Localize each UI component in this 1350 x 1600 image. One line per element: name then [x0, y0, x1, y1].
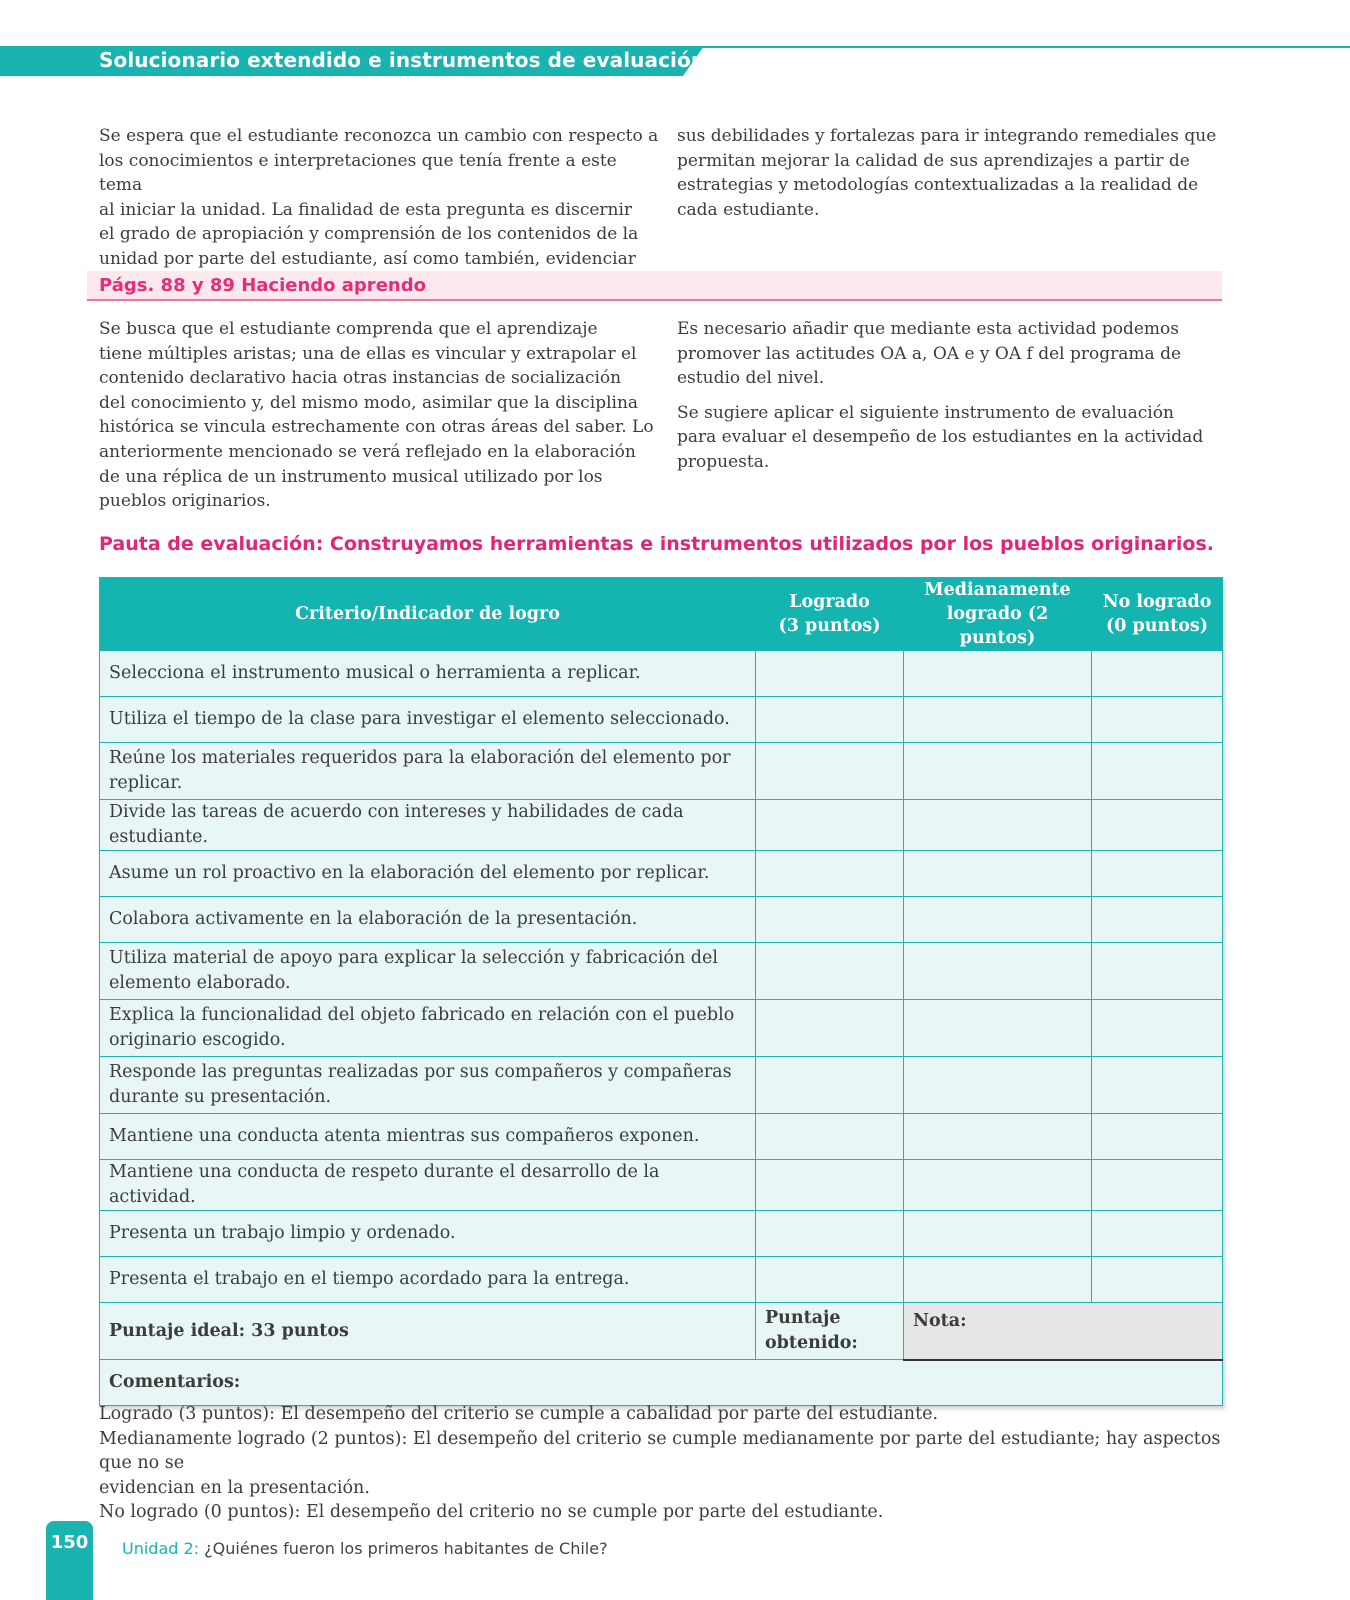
text-line: permitan mejorar la calidad de sus aprendizajes a partir de	[677, 150, 1190, 171]
table-row	[100, 943, 1223, 1000]
score-cell-no-logrado[interactable]	[1092, 800, 1223, 851]
criterion-line: Divide las tareas de acuerdo con intereses y habilidades de cada estudiante.	[109, 802, 684, 847]
comentarios-field[interactable]	[100, 1360, 1223, 1406]
score-cell-logrado[interactable]	[756, 800, 904, 851]
score-cell-medianamente[interactable]	[904, 1160, 1092, 1211]
table-row	[100, 800, 1223, 851]
section-left-column	[99, 317, 659, 514]
section-right-column	[677, 317, 1237, 485]
score-cell-medianamente[interactable]	[904, 1211, 1092, 1257]
score-cell-no-logrado[interactable]	[1092, 1160, 1223, 1211]
criterion-line: originario escogido.	[109, 1030, 286, 1050]
table-row	[100, 851, 1223, 897]
header-line: logrado (2 puntos)	[946, 604, 1049, 648]
criterion-line: Reúne los materiales requeridos para la elaboración del elemento por	[109, 748, 731, 768]
score-cell-medianamente[interactable]	[904, 1114, 1092, 1160]
score-cell-no-logrado[interactable]	[1092, 1057, 1223, 1114]
criterion-line: Colabora activamente en la elaboración de la presentación.	[109, 909, 638, 929]
text-line: propuesta.	[677, 451, 770, 472]
criterion-cell	[100, 1257, 756, 1303]
score-cell-logrado[interactable]	[756, 743, 904, 800]
totals-row	[100, 1303, 1223, 1360]
text-line: de una réplica de un instrumento musical utilizado por los	[99, 466, 603, 487]
legend-line: Medianamente logrado (2 puntos): El desempeño del criterio se cumple medianamente por parte del estudiante; hay aspectos que no se	[99, 1428, 1221, 1473]
paragraph	[677, 401, 1237, 475]
score-cell-no-logrado[interactable]	[1092, 1211, 1223, 1257]
text-line: estudio del nivel.	[677, 368, 825, 389]
score-cell-logrado[interactable]	[756, 651, 904, 697]
text-line: al iniciar la unidad. La finalidad de esta pregunta es discernir	[99, 199, 633, 220]
table-row	[100, 743, 1223, 800]
score-cell-logrado[interactable]	[756, 697, 904, 743]
score-cell-medianamente[interactable]	[904, 743, 1092, 800]
header-line: (0 puntos)	[1105, 616, 1209, 636]
score-cell-logrado[interactable]	[756, 1160, 904, 1211]
footer-unit	[122, 1539, 608, 1558]
scoring-legend	[99, 1402, 1234, 1525]
legend-line: No logrado (0 puntos): El desempeño del criterio no se cumple por parte del estudiante.	[99, 1502, 884, 1522]
legend-line: Logrado (3 puntos): El desempeño del criterio se cumple a cabalidad por parte del estudiante.	[99, 1404, 939, 1424]
table-header-row	[100, 578, 1223, 651]
criterion-cell	[100, 1114, 756, 1160]
section-title: Págs. 88 y 89 Haciendo aprendo	[99, 275, 426, 296]
criterion-cell	[100, 651, 756, 697]
puntaje-obtenido-label	[756, 1303, 904, 1360]
table-row	[100, 1000, 1223, 1057]
criterion-line: Utiliza el tiempo de la clase para investigar el elemento seleccionado.	[109, 709, 730, 729]
score-cell-logrado[interactable]	[756, 1114, 904, 1160]
score-cell-medianamente[interactable]	[904, 943, 1092, 1000]
score-cell-logrado[interactable]	[756, 897, 904, 943]
intro-right-column	[677, 124, 1237, 222]
score-cell-no-logrado[interactable]	[1092, 1257, 1223, 1303]
header-no-logrado	[1092, 578, 1223, 651]
comentarios-label: Comentarios:	[109, 1372, 241, 1393]
text-line: el grado de apropiación y comprensión de los contenidos de la	[99, 224, 639, 245]
criterion-cell	[100, 1057, 756, 1114]
score-cell-medianamente[interactable]	[904, 697, 1092, 743]
text-line: histórica se vincula estrechamente con otras áreas del saber. Lo	[99, 417, 654, 438]
text-line: pueblos originarios.	[99, 491, 271, 512]
text-line: estrategias y metodologías contextualizadas a la realidad de	[677, 175, 1199, 196]
nota-label: Nota:	[913, 1311, 967, 1331]
criterion-line: elemento elaborado.	[109, 973, 291, 993]
header-line: No logrado	[1102, 592, 1212, 612]
criterion-line: Explica la funcionalidad del objeto fabricado en relación con el pueblo	[109, 1005, 735, 1025]
score-cell-no-logrado[interactable]	[1092, 943, 1223, 1000]
legend-line: evidencian en la presentación.	[99, 1477, 370, 1498]
score-cell-medianamente[interactable]	[904, 1057, 1092, 1114]
rubric-title: Pauta de evaluación: Construyamos herramientas e instrumentos utilizados por los pueblos originarios.	[99, 533, 1215, 555]
section-heading-bar	[87, 271, 1222, 301]
text-line: unidad por parte del estudiante, así como también, evidenciar	[99, 248, 636, 269]
criterion-cell	[100, 1160, 756, 1211]
score-cell-logrado[interactable]	[756, 1057, 904, 1114]
score-cell-no-logrado[interactable]	[1092, 651, 1223, 697]
header-medianamente	[904, 578, 1092, 651]
criterion-cell	[100, 1000, 756, 1057]
criterion-cell	[100, 1211, 756, 1257]
comments-row	[100, 1360, 1223, 1406]
table-row	[100, 651, 1223, 697]
criterion-line: Presenta el trabajo en el tiempo acordado para la entrega.	[109, 1269, 630, 1289]
text-line: cada estudiante.	[677, 199, 820, 220]
header-line: (3 puntos)	[778, 616, 881, 636]
score-cell-logrado[interactable]	[756, 851, 904, 897]
criterion-cell	[100, 943, 756, 1000]
text-line: anteriormente mencionado se verá reflejado en la elaboración	[99, 441, 636, 462]
score-cell-medianamente[interactable]	[904, 1257, 1092, 1303]
score-cell-medianamente[interactable]	[904, 651, 1092, 697]
label-line: obtenido:	[765, 1333, 858, 1353]
score-cell-logrado[interactable]	[756, 943, 904, 1000]
header-criterio: Criterio/Indicador de logro	[100, 578, 756, 651]
score-cell-no-logrado[interactable]	[1092, 1000, 1223, 1057]
table-row	[100, 1057, 1223, 1114]
puntaje-ideal: Puntaje ideal: 33 puntos	[100, 1303, 756, 1360]
text-line: tiene múltiples aristas; una de ellas es vincular y extrapolar el	[99, 343, 637, 364]
text-line: contenido declarativo hacia otras instancias de socialización	[99, 368, 622, 389]
score-cell-no-logrado[interactable]	[1092, 697, 1223, 743]
header-line: Logrado	[789, 592, 870, 612]
text-line: Se sugiere aplicar el siguiente instrumento de evaluación	[677, 402, 1174, 423]
table-row	[100, 1211, 1223, 1257]
score-cell-no-logrado[interactable]	[1092, 743, 1223, 800]
footer-unit-title: ¿Quiénes fueron los primeros habitantes de Chile?	[204, 1539, 608, 1558]
text-line: Se espera que el estudiante reconozca un cambio con respecto a	[99, 126, 659, 146]
table-row	[100, 1114, 1223, 1160]
text-line: del conocimiento y, del mismo modo, asimilar que la disciplina	[99, 392, 639, 413]
table-row	[100, 897, 1223, 943]
page-header-title: Solucionario extendido e instrumentos de evaluación	[99, 48, 706, 72]
score-cell-no-logrado[interactable]	[1092, 897, 1223, 943]
criterion-line: Asume un rol proactivo en la elaboración del elemento por replicar.	[109, 863, 710, 883]
text-line: promover las actitudes OA a, OA e y OA f del programa de	[677, 343, 1182, 364]
criterion-cell	[100, 800, 756, 851]
score-cell-logrado[interactable]	[756, 1257, 904, 1303]
header-line: Medianamente	[924, 580, 1071, 600]
score-cell-medianamente[interactable]	[904, 851, 1092, 897]
table-row	[100, 1257, 1223, 1303]
criterion-line: Selecciona el instrumento musical o herramienta a replicar.	[109, 663, 641, 683]
criterion-line: Utiliza material de apoyo para explicar la selección y fabricación del	[109, 948, 718, 968]
score-cell-logrado[interactable]	[756, 1211, 904, 1257]
text-line: Es necesario añadir que mediante esta actividad podemos	[677, 319, 1179, 339]
header-logrado	[756, 578, 904, 651]
score-cell-no-logrado[interactable]	[1092, 851, 1223, 897]
score-cell-medianamente[interactable]	[904, 1000, 1092, 1057]
paragraph	[677, 317, 1237, 391]
text-line: sus debilidades y fortalezas para ir integrando remediales que	[677, 126, 1217, 146]
label-line: Puntaje	[765, 1308, 841, 1328]
rubric-table	[99, 577, 1223, 1406]
score-cell-no-logrado[interactable]	[1092, 1114, 1223, 1160]
score-cell-logrado[interactable]	[756, 1000, 904, 1057]
nota-field[interactable]	[904, 1303, 1223, 1360]
score-cell-medianamente[interactable]	[904, 800, 1092, 851]
criterion-cell	[100, 897, 756, 943]
criterion-line: replicar.	[109, 773, 183, 793]
criterion-line: Mantiene una conducta de respeto durante el desarrollo de la actividad.	[109, 1162, 660, 1207]
page-number: 150	[50, 1532, 89, 1553]
intro-left-column	[99, 124, 659, 272]
criterion-line: durante su presentación.	[109, 1087, 332, 1107]
criterion-line: Presenta un trabajo limpio y ordenado.	[109, 1223, 456, 1243]
criterion-line: Mantiene una conducta atenta mientras sus compañeros exponen.	[109, 1126, 700, 1146]
score-cell-medianamente[interactable]	[904, 897, 1092, 943]
text-line: Se busca que el estudiante comprenda que el aprendizaje	[99, 319, 598, 339]
criterion-cell	[100, 743, 756, 800]
text-line: para evaluar el desempeño de los estudiantes en la actividad	[677, 427, 1204, 448]
table-row	[100, 1160, 1223, 1211]
table-row	[100, 697, 1223, 743]
criterion-cell	[100, 697, 756, 743]
criterion-cell	[100, 851, 756, 897]
criterion-line: Responde las preguntas realizadas por sus compañeros y compañeras	[109, 1062, 732, 1082]
footer-unit-label: Unidad 2:	[122, 1539, 200, 1558]
text-line: los conocimientos e interpretaciones que tenía frente a este tema	[99, 150, 617, 196]
